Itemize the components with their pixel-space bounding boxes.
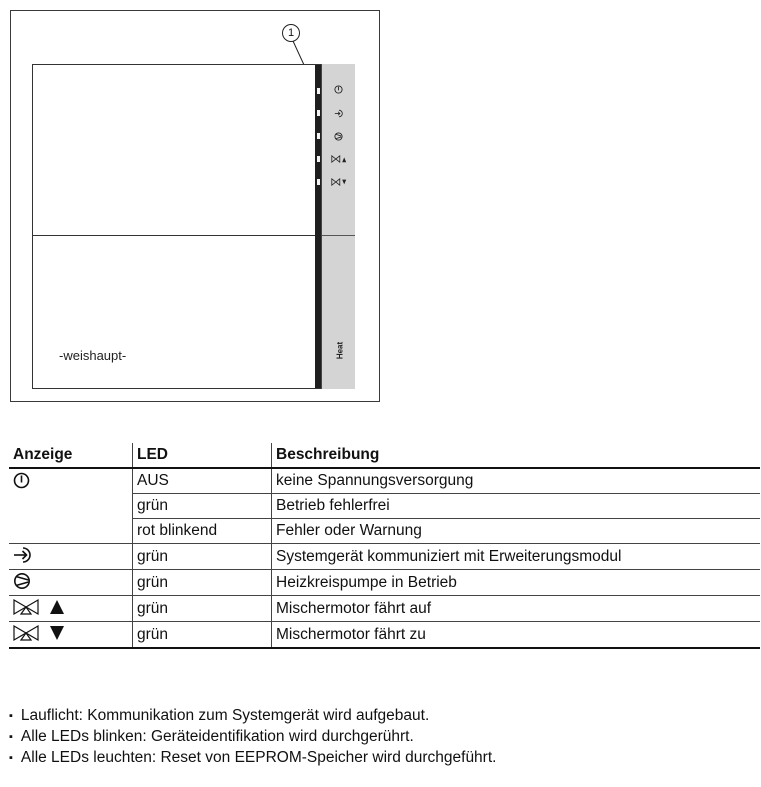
cell-description: Fehler oder Warnung [272, 519, 761, 544]
housing-divider [33, 235, 315, 236]
cell-indicator [9, 622, 133, 649]
led-4 [317, 156, 320, 162]
cell-description: Mischermotor fährt auf [272, 596, 761, 622]
led-table [9, 443, 760, 649]
control-panel [321, 64, 355, 389]
table-row [9, 494, 760, 519]
power-icon [322, 85, 355, 96]
list-item: ▪ Alle LEDs leuchten: Reset von EEPROM-Speicher wird durchgeführt. [9, 747, 496, 768]
cell-description: Systemgerät kommuniziert mit Erweiterungsmodul [272, 544, 761, 570]
cell-led: AUS [133, 468, 272, 494]
device-housing [32, 64, 355, 389]
header-beschreibung: Beschreibung [272, 443, 761, 468]
header-led: LED [133, 443, 272, 468]
cell-description: Heizkreispumpe in Betrieb [272, 570, 761, 596]
cell-description: Betrieb fehlerfrei [272, 494, 761, 519]
cell-indicator [9, 494, 133, 519]
table-row [9, 622, 760, 649]
table-row [9, 519, 760, 544]
mixer-valve-icon [13, 624, 39, 642]
list-item: ▪ Lauflicht: Kommunikation zum Systemgerät wird aufgebaut. [9, 705, 496, 726]
list-item: ▪ Alle LEDs blinken: Geräteidentifikation wird durchgerührt. [9, 726, 496, 747]
cell-description: keine Spannungsversorgung [272, 468, 761, 494]
arrow-up-icon [49, 599, 65, 615]
cell-indicator [9, 596, 133, 622]
power-icon [13, 472, 30, 489]
table-header-row [9, 443, 760, 468]
panel-label: Heat [335, 341, 345, 360]
brand-label: -weishaupt- [59, 348, 127, 363]
table-row [9, 596, 760, 622]
device-figure [10, 10, 380, 402]
connection-icon [322, 109, 355, 120]
cell-led: grün [133, 570, 272, 596]
pump-icon [13, 572, 31, 590]
notes-list [9, 705, 496, 768]
table-row [9, 570, 760, 596]
cell-indicator [9, 468, 133, 494]
mixer-valve-icon [13, 598, 39, 616]
cell-led: grün [133, 494, 272, 519]
panel-divider [322, 235, 355, 236]
led-1 [317, 88, 320, 94]
led-2 [317, 110, 320, 116]
cell-indicator [9, 519, 133, 544]
cell-led: grün [133, 596, 272, 622]
cell-indicator [9, 544, 133, 570]
mixer-open-icon [322, 155, 355, 165]
header-anzeige: Anzeige [9, 443, 133, 468]
arrow-down-icon [49, 625, 65, 641]
table-row [9, 544, 760, 570]
pump-icon [322, 132, 355, 143]
cell-led: rot blinkend [133, 519, 272, 544]
led-5 [317, 179, 320, 185]
callout-number: 1 [282, 24, 300, 42]
mixer-close-icon [322, 178, 355, 188]
cell-indicator [9, 570, 133, 596]
cell-led: grün [133, 544, 272, 570]
led-3 [317, 133, 320, 139]
table-row [9, 468, 760, 494]
cell-description: Mischermotor fährt zu [272, 622, 761, 649]
cell-led: grün [133, 622, 272, 649]
connection-icon [13, 546, 35, 564]
